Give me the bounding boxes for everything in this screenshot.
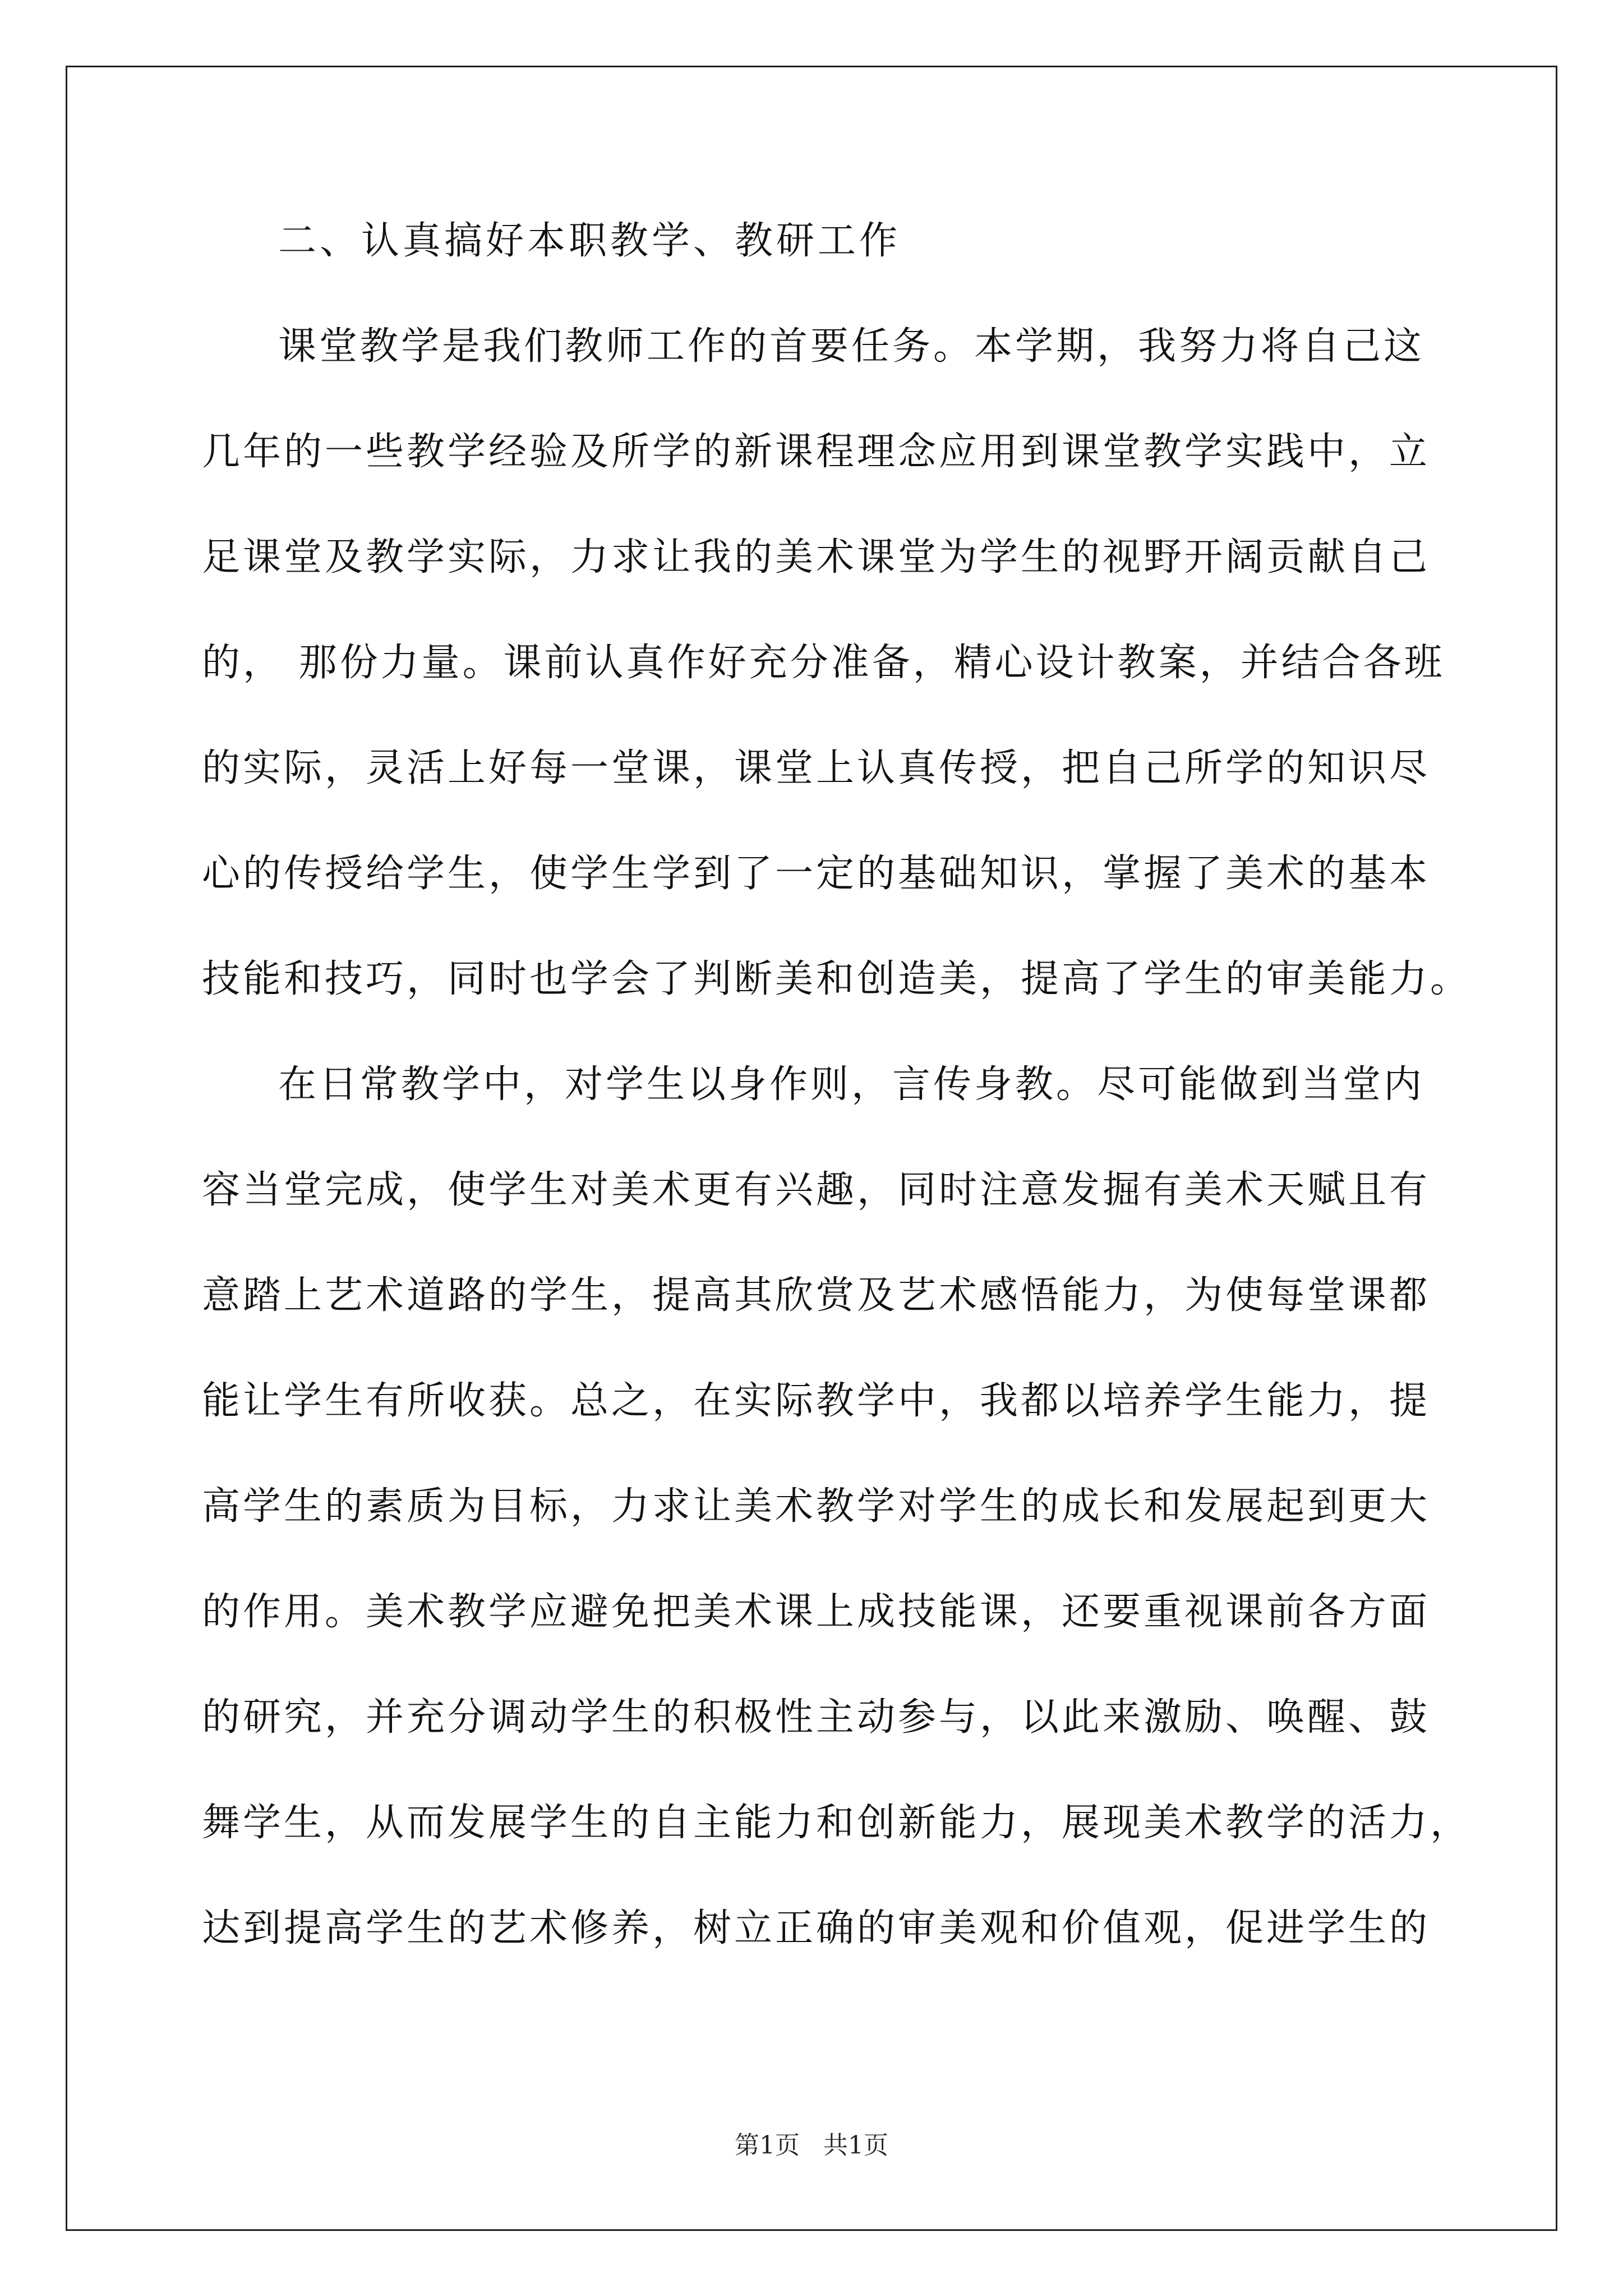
text-line: 舞学生，从而发展学生的自主能力和创新能力，展现美术教学的活力， — [202, 1801, 1472, 1845]
text-line: 高学生的素质为目标，力求让美术教学对学生的成长和发展起到更大 — [202, 1484, 1431, 1529]
text-line: 心的传授给学生，使学生学到了一定的基础知识，掌握了美术的基本 — [202, 852, 1431, 896]
text-line: 技能和技巧，同时也学会了判断美和创造美，提高了学生的审美能力。 — [202, 957, 1472, 1001]
text-line: 能让学生有所收获。总之，在实际教学中，我都以培养学生能力，提 — [202, 1379, 1431, 1423]
text-line: 的作用。美术教学应避免把美术课上成技能课，还要重视课前各方面 — [202, 1590, 1431, 1634]
text-line: 的实际，灵活上好每一堂课，课堂上认真传授，把自己所学的知识尽 — [202, 746, 1431, 790]
text-line: 意踏上艺术道路的学生，提高其欣赏及艺术感悟能力，为使每堂课都 — [202, 1273, 1431, 1318]
text-line: 的， 那份力量。课前认真作好充分准备，精心设计教案，并结合各班 — [202, 641, 1445, 685]
document-body — [202, 213, 1472, 2006]
section-heading: 二、认真搞好本职教学、教研工作 — [278, 219, 901, 263]
paragraph-lines — [202, 319, 1472, 1957]
text-line: 在日常教学中，对学生以身作则，言传身教。尽可能做到当堂内 — [278, 1062, 1425, 1107]
text-line: 容当堂完成，使学生对美术更有兴趣，同时注意发掘有美术天赋且有 — [202, 1168, 1431, 1212]
text-line: 的研究，并充分调动学生的积极性主动参与，以此来激励、唤醒、鼓 — [202, 1695, 1431, 1740]
text-line: 足课堂及教学实际，力求让我的美术课堂为学生的视野开阔贡献自己 — [202, 535, 1431, 579]
page-footer: 第1页 共1页 — [735, 2131, 888, 2160]
text-line: 几年的一些教学经验及所学的新课程理念应用到课堂教学实践中，立 — [202, 430, 1431, 474]
text-line: 课堂教学是我们教师工作的首要任务。本学期，我努力将自己这 — [278, 324, 1425, 369]
text-line: 达到提高学生的艺术修养，树立正确的审美观和价值观，促进学生的 — [202, 1906, 1431, 1950]
